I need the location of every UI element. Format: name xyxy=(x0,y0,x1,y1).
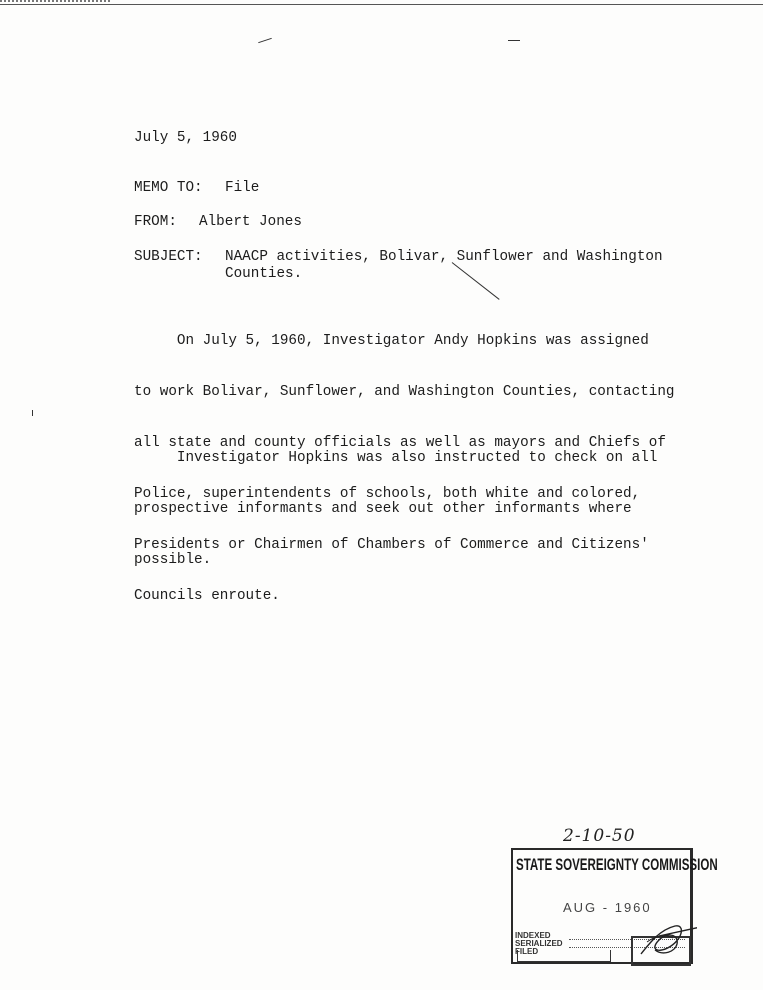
stamp-status-label: SERIALIZED xyxy=(515,939,563,948)
paragraph-1-line: to work Bolivar, Sunflower, and Washington Counties, contacting xyxy=(134,384,675,400)
pen-mark xyxy=(508,40,520,41)
paragraph-2-line: prospective informants and seek out other informants where xyxy=(134,501,632,517)
top-edge-rule xyxy=(0,4,763,5)
paragraph-1-line: On July 5, 1960, Investigator Andy Hopkins was assigned xyxy=(134,333,649,349)
subject-line-2: Counties. xyxy=(225,266,303,282)
memo-to-value: File xyxy=(225,180,260,196)
received-stamp xyxy=(509,826,718,966)
paragraph-1-line: Councils enroute. xyxy=(134,588,280,604)
subject-line-1: NAACP activities, Bolivar, Sunflower and Washington xyxy=(225,249,663,265)
from-label: FROM: xyxy=(134,214,177,230)
handwritten-date: 2-10-50 xyxy=(563,826,636,846)
paragraph-2 xyxy=(134,416,734,603)
memo-to-label: MEMO TO: xyxy=(134,180,203,196)
signature-mark xyxy=(509,826,697,966)
from-value: Albert Jones xyxy=(199,214,302,230)
paragraph-1-line: Police, superintendents of schools, both white and colored, xyxy=(134,486,641,502)
paragraph-1-line: all state and county officials as well as mayors and Chiefs of xyxy=(134,435,666,451)
memo-body xyxy=(134,128,734,604)
subject-label: SUBJECT: xyxy=(134,249,203,265)
paragraph-1-line: Presidents or Chairmen of Chambers of Commerce and Citizens' xyxy=(134,537,649,553)
memo-date: July 5, 1960 xyxy=(134,130,237,146)
paragraph-2-line: Investigator Hopkins was also instructed to check on all xyxy=(134,450,658,466)
stamp-status-label: INDEXED xyxy=(515,931,551,940)
paragraph-2-line: possible. xyxy=(134,552,212,568)
stamp-title: STATE SOVEREIGNTY COMMISSION xyxy=(516,855,718,874)
stamp-received-date: AUG - 1960 xyxy=(563,900,652,915)
pen-mark xyxy=(258,38,272,43)
stamp-status-label: FILED xyxy=(515,947,539,956)
scan-speck xyxy=(32,410,33,416)
